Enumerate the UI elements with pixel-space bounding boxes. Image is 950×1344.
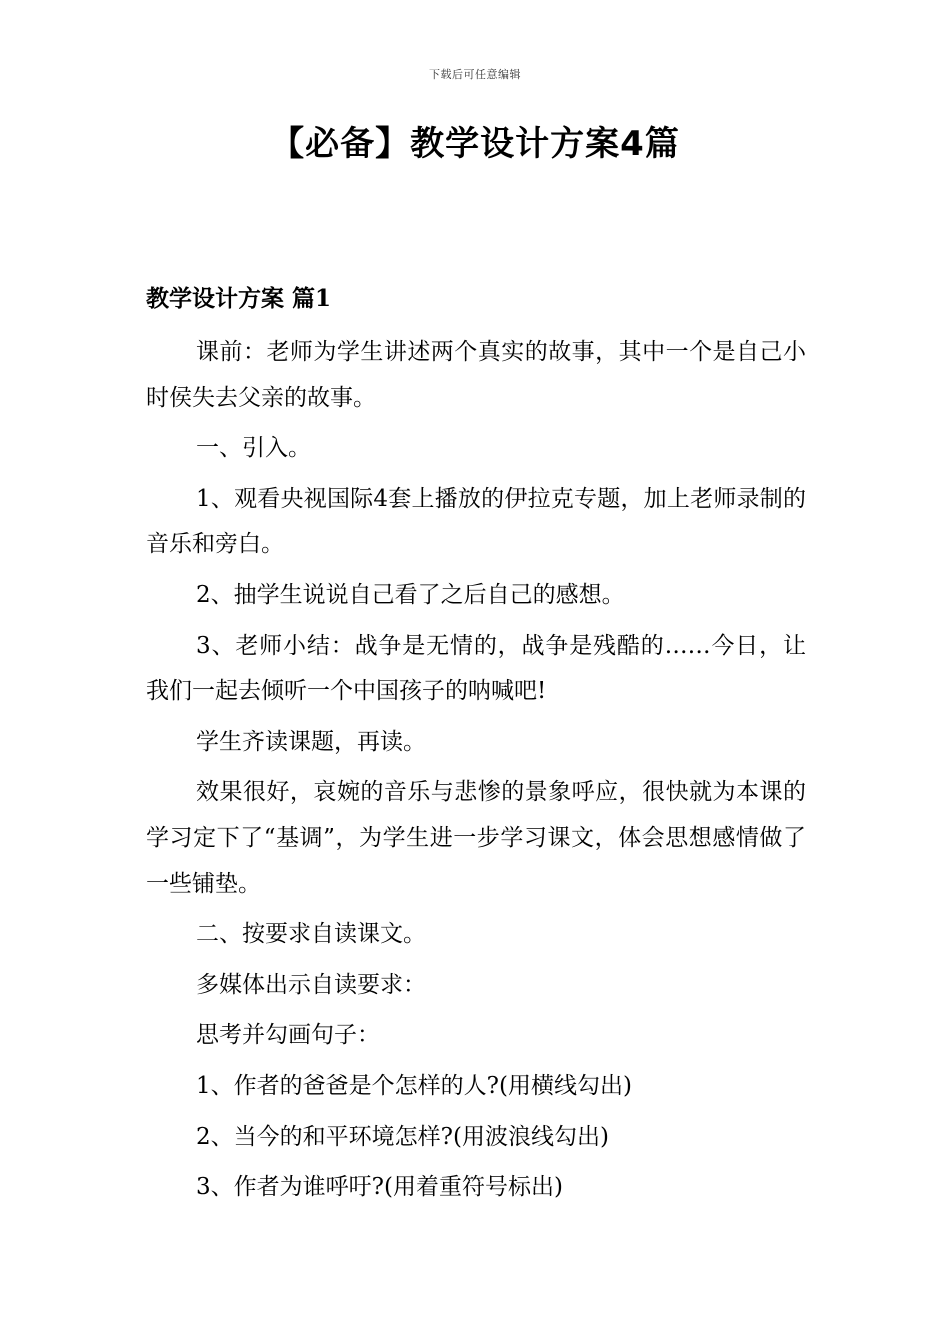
document-title: 【必备】教学设计方案4篇: [270, 124, 680, 164]
paragraph: 二、按要求自读课文。: [196, 921, 426, 948]
paragraph: 2、抽学生说说自己看了之后自己的感想。: [196, 581, 625, 608]
paragraph: 课前：老师为学生讲述两个真实的故事，其中一个是自己小时侯失去父亲的故事。: [146, 339, 806, 411]
paragraph: 一、引入。: [196, 435, 311, 462]
paragraph: 1、观看央视国际4套上播放的伊拉克专题，加上老师录制的音乐和旁白。: [146, 485, 806, 558]
paragraph: 思考并勾画句子：: [196, 1022, 380, 1049]
paragraph: 3、作者为谁呼吁?(用着重符号标出): [196, 1174, 563, 1201]
paragraph: 3、老师小结：战争是无情的，战争是残酷的……今日，让我们一起去倾听一个中国孩子的呐喊吧!: [146, 632, 806, 705]
paragraph: 效果很好，哀婉的音乐与悲惨的景象呼应，很快就为本课的学习定下了“基调”，为学生进一步学习课文，体会思想感情做了一些铺垫。: [146, 779, 806, 897]
paragraph: 学生齐读课题，再读。: [196, 728, 426, 755]
paragraph: 1、作者的爸爸是个怎样的人?(用横线勾出): [196, 1072, 632, 1099]
page-header-note: 下载后可任意编辑: [429, 68, 521, 81]
section-heading: 教学设计方案 篇1: [146, 285, 332, 312]
document-body: [146, 330, 806, 1216]
paragraph: 多媒体出示自读要求：: [196, 971, 426, 998]
paragraph: 2、当今的和平环境怎样?(用波浪线勾出): [196, 1123, 609, 1150]
